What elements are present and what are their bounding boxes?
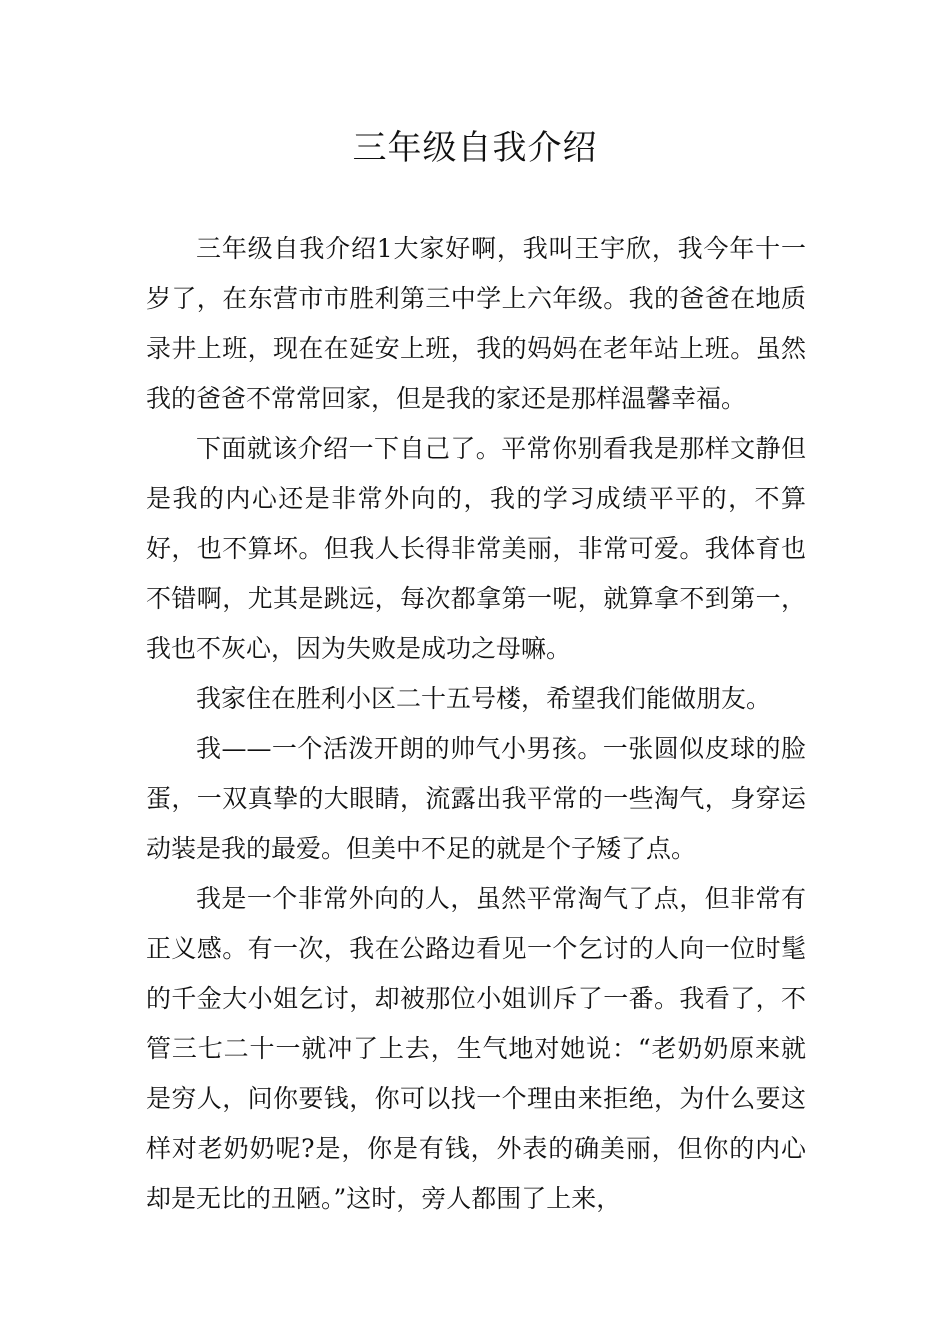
document-body (146, 224, 806, 1224)
paragraph-1: 三年级自我介绍1大家好啊，我叫王宇欣，我今年十一岁了，在东营市市胜利第三中学上六年级。我的爸爸在地质录井上班，现在在延安上班，我的妈妈在老年站上班。虽然我的爸爸不常常回家，但是我的家还是那样温馨幸福。 (146, 234, 806, 413)
document-title: 三年级自我介绍 (352, 128, 598, 168)
paragraph-2: 下面就该介绍一下自己了。平常你别看我是那样文静但是我的内心还是非常外向的，我的学习成绩平平的，不算好，也不算坏。但我人长得非常美丽，非常可爱。我体育也不错啊，尤其是跳远，每次都拿第一呢，就算拿不到第一，我也不灰心，因为失败是成功之母嘛。 (146, 434, 806, 663)
paragraph-5: 我是一个非常外向的人，虽然平常淘气了点，但非常有正义感。有一次，我在公路边看见一个乞讨的人向一位时髦的千金大小姐乞讨，却被那位小姐训斥了一番。我看了，不管三七二十一就冲了上去，生气地对她说：“老奶奶原来就是穷人，问你要钱，你可以找一个理由来拒绝，为什么要这样对老奶奶呢?是，你是有钱，外表的确美丽，但你的内心却是无比的丑陋。”这时，旁人都围了上来， (146, 884, 806, 1213)
paragraph-3: 我家住在胜利小区二十五号楼，希望我们能做朋友。 (196, 684, 772, 713)
paragraph-4: 我——一个活泼开朗的帅气小男孩。一张圆似皮球的脸蛋，一双真挚的大眼睛，流露出我平常的一些淘气，身穿运动装是我的最爱。但美中不足的就是个子矮了点。 (146, 734, 806, 863)
